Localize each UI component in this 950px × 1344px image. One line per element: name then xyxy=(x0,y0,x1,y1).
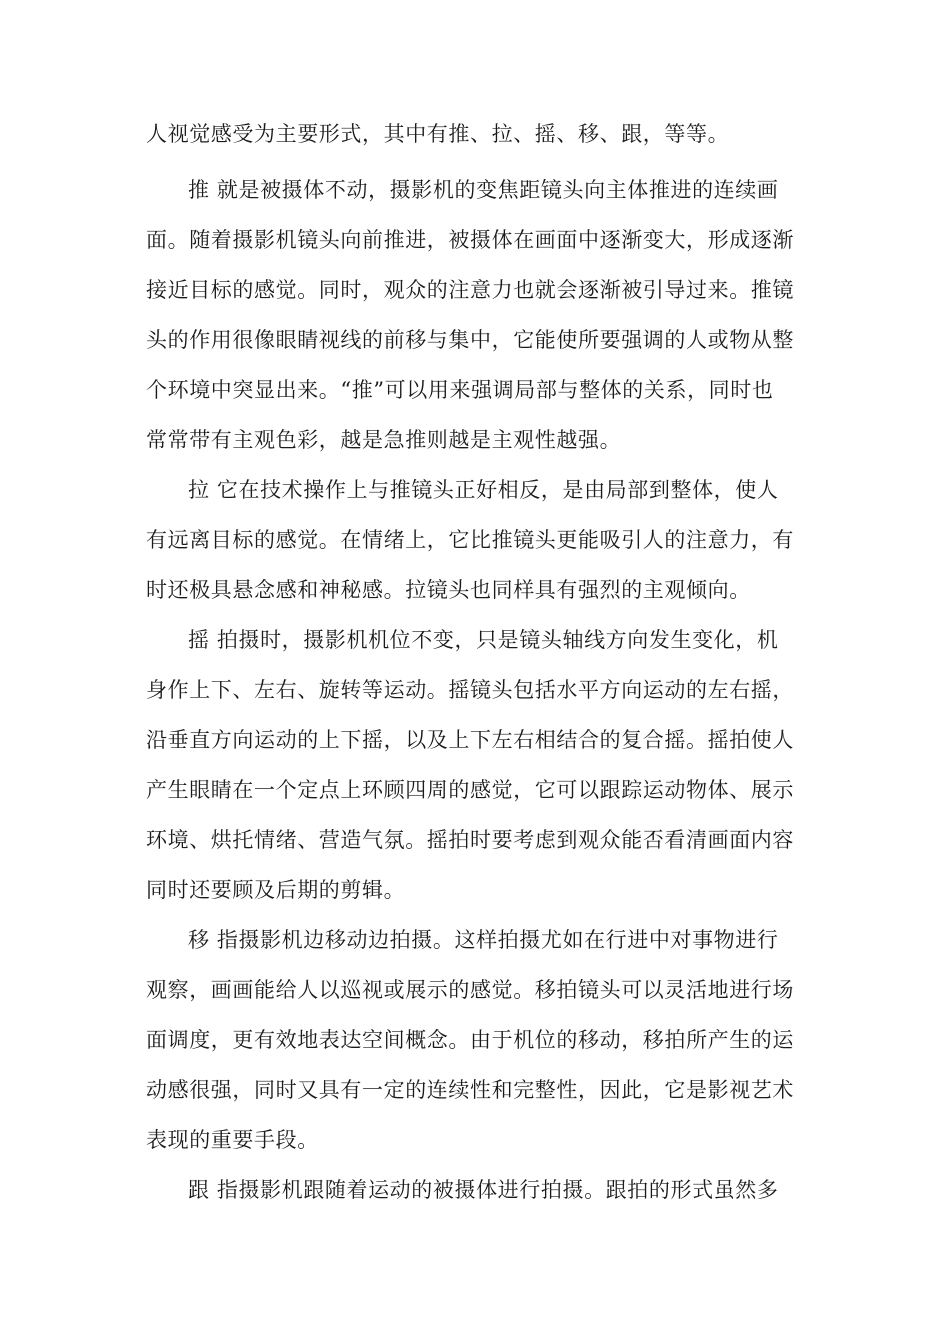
paragraph-pan-line-3: 沿垂直方向运动的上下摇，以及上下左右相结合的复合摇。摇拍使人 xyxy=(146,728,794,752)
paragraph-follow-line-1: 跟 指摄影机跟随着运动的被摄体进行拍摄。跟拍的形式虽然多 xyxy=(188,1178,779,1202)
paragraph-pan-line-2: 身作上下、左右、旋转等运动。摇镜头包括水平方向运动的左右摇， xyxy=(146,678,794,702)
paragraph-move-line-5: 表现的重要手段。 xyxy=(146,1128,319,1152)
text-line-1: 人视觉感受为主要形式，其中有推、拉、摇、移、跟，等等。 xyxy=(146,122,730,146)
paragraph-push-line-6: 常常带有主观色彩，越是急推则越是主观性越强。 xyxy=(146,428,622,452)
paragraph-pan-line-4: 产生眼睛在一个定点上环顾四周的感觉，它可以跟踪运动物体、展示 xyxy=(146,778,794,802)
paragraph-push-line-1: 推 就是被摄体不动，摄影机的变焦距镜头向主体推进的连续画 xyxy=(188,178,779,202)
paragraph-push-line-2: 面。随着摄影机镜头向前推进，被摄体在画面中逐渐变大，形成逐渐 xyxy=(146,228,794,252)
paragraph-push-line-4: 头的作用很像眼睛视线的前移与集中，它能使所要强调的人或物从整 xyxy=(146,328,794,352)
paragraph-move-line-2: 观察，画画能给人以巡视或展示的感觉。移拍镜头可以灵活地进行场 xyxy=(146,978,794,1002)
paragraph-push-line-5: 个环境中突显出来。“推”可以用来强调局部与整体的关系，同时也 xyxy=(146,378,774,402)
paragraph-pan-line-6: 同时还要顾及后期的剪辑。 xyxy=(146,878,406,902)
paragraph-pan-line-1: 摇 拍摄时，摄影机机位不变，只是镜头轴线方向发生变化，机 xyxy=(188,628,779,652)
paragraph-pull-line-3: 时还极具悬念感和神秘感。拉镜头也同样具有强烈的主观倾向。 xyxy=(146,578,751,602)
paragraph-move-line-3: 面调度，更有效地表达空间概念。由于机位的移动，移拍所产生的运 xyxy=(146,1028,794,1052)
paragraph-pull-line-2: 有远离目标的感觉。在情绪上，它比推镜头更能吸引人的注意力，有 xyxy=(146,528,794,552)
paragraph-move-line-1: 移 指摄影机边移动边拍摄。这样拍摄尤如在行进中对事物进行 xyxy=(188,928,779,952)
paragraph-push-line-3: 接近目标的感觉。同时，观众的注意力也就会逐渐被引导过来。推镜 xyxy=(146,278,794,302)
paragraph-pull-line-1: 拉 它在技术操作上与推镜头正好相反，是由局部到整体，使人 xyxy=(188,478,779,502)
paragraph-pan-line-5: 环境、烘托情绪、营造气氛。摇拍时要考虑到观众能否看清画面内容 xyxy=(146,828,794,852)
paragraph-move-line-4: 动感很强，同时又具有一定的连续性和完整性，因此，它是影视艺术 xyxy=(146,1078,794,1102)
